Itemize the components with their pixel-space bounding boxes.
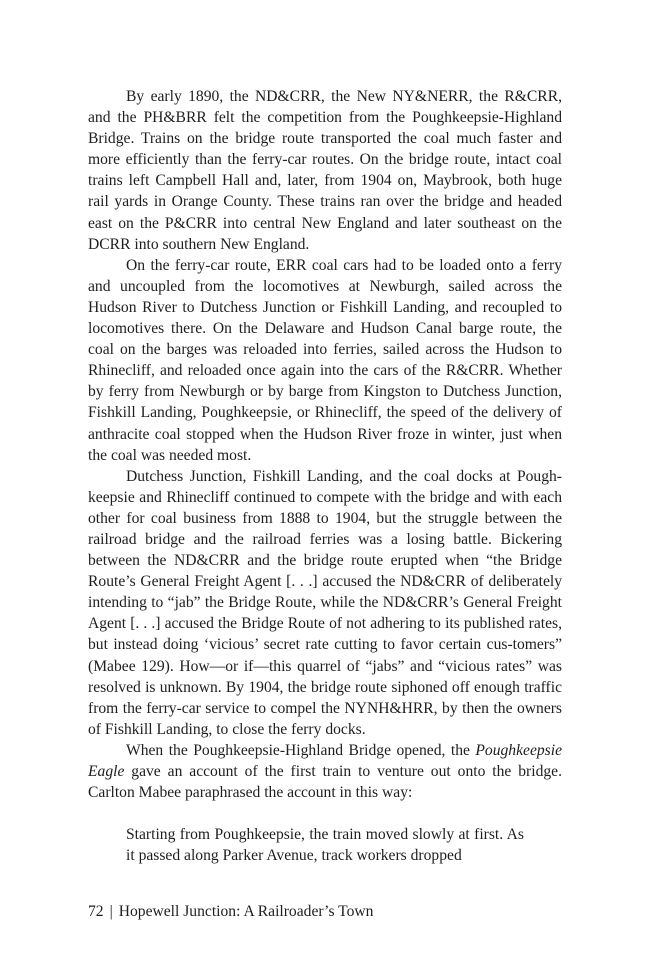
paragraph-3: Dutchess Junction, Fishkill Landing, and the coal docks at Pough-keepsie and Rhinecliff continued to compete with the bridge and with each other for coal business from 1888 to 1904, but the struggle between the railroad bridge and the railroad ferries was a losing battle. Bickering between the ND&CRR and the bridge route erupted when “the Bridge Route’s General Freight Agent [. . .] accused the ND&CRR of deliberately intending to “jab” the Bridge Route, while the ND&CRR’s General Freight Agent [. . .] accused the Bridge Route of not adhering to its published rates, but instead doing ‘vicious’ secret rate cutting to favor certain cus-tomers” (Mabee 129). How—or if—this quarrel of “jabs” and “vicious rates” was resolved is unknown. By 1904, the bridge route siphoned off enough traffic from the ferry-car service to compel the NYNH&HRR, by then the owners of Fishkill Landing, to close the ferry docks. bbox=[88, 467, 562, 738]
block-quote: Starting from Poughkeepsie, the train moved slowly at first. As it passed along Parker Avenue, track workers dropped bbox=[126, 826, 524, 865]
paragraph-2: On the ferry-car route, ERR coal cars had to be loaded onto a ferry and uncoupled from the locomotives at Newburgh, sailed across the Hudson River to Dutchess Junction or Fishkill Landing, and recoupled to locomotives there. On the Delaware and Hudson Canal barge route, the coal on the barges was reloaded into ferries, sailed across the Hudson to Rhinecliff, and reloaded once again into the cars of the R&CRR. Whether by ferry from Newburgh or by barge from Kingston to Dutchess Junction, Fishkill Landing, Poughkeepsie, or Rhinecliff, the speed of the delivery of anthracite coal stopped when the Hudson River froze in winter, just when the coal was needed most. bbox=[88, 256, 562, 464]
page-footer bbox=[88, 903, 373, 921]
paragraph-1: By early 1890, the ND&CRR, the New NY&NERR, the R&CRR, and the PH&BRR felt the competition from the Poughkeepsie-Highland Bridge. Trains on the bridge route transported the coal much faster and more efficiently than the ferry-car routes. On the bridge route, intact coal trains left Campbell Hall and, later, from 1904 on, Maybrook, both huge rail yards in Orange County. These trains ran over the bridge and headed east on the P&CRR into central New England and later southeast on the DCRR into southern New England. bbox=[88, 88, 562, 253]
footer-separator: | bbox=[109, 903, 113, 920]
paragraph-4-text-end: gave an account of the first train to venture out onto the bridge. Carlton Mabee paraphrased the account in this way: bbox=[88, 763, 562, 802]
paragraph-4-text-start: When the Poughkeepsie-Highland Bridge opened, the bbox=[126, 741, 476, 759]
page-number: 72 bbox=[88, 903, 104, 920]
paragraph-4 bbox=[88, 740, 562, 803]
running-title: Hopewell Junction: A Railroader’s Town bbox=[118, 903, 374, 920]
newspaper-title: Poughkeepsie Eagle bbox=[88, 741, 562, 780]
body-text bbox=[88, 86, 562, 866]
